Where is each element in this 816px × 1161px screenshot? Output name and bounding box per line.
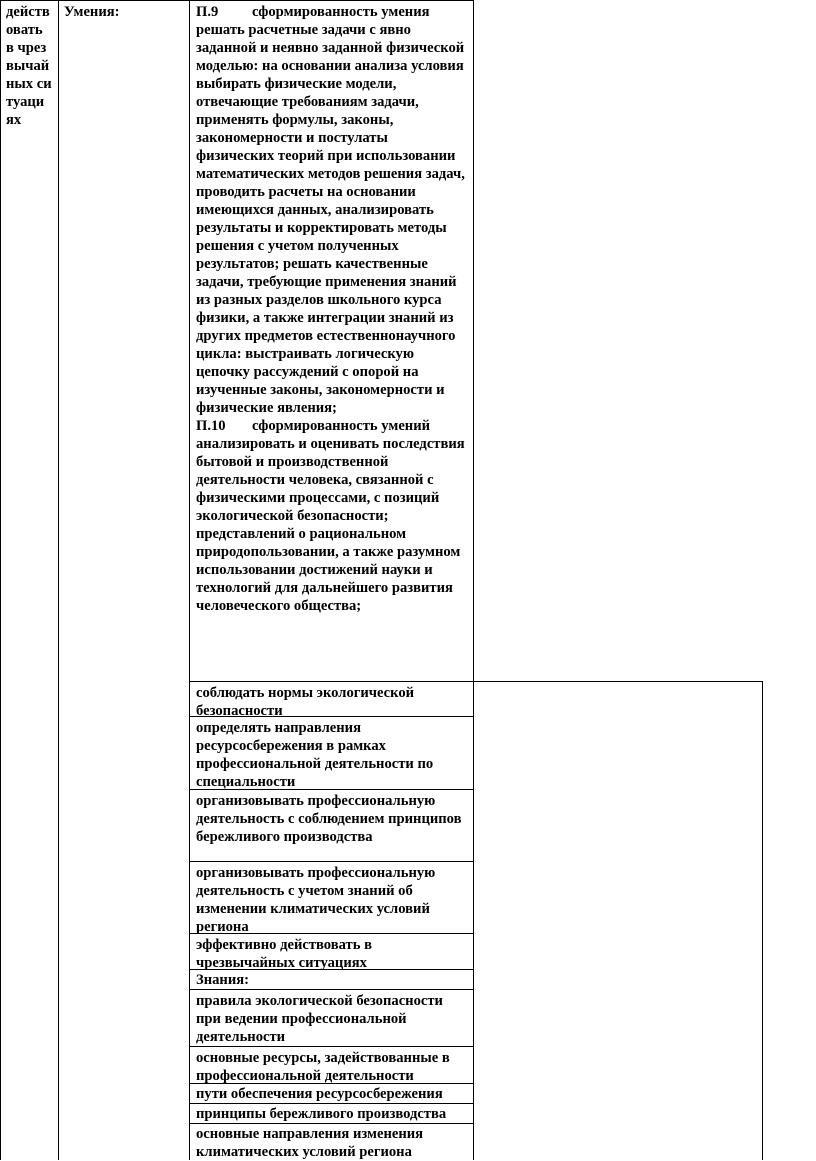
- lower-block-middle-divider: [473, 681, 474, 1160]
- outcome-code: П.9: [196, 4, 219, 20]
- competency-text: действовать в чрезвычайных ситуациях: [6, 4, 52, 128]
- skills-label: Умения:: [64, 4, 120, 20]
- physics-outcomes-cell: [196, 3, 468, 615]
- lower-block-right-border: [762, 681, 763, 1160]
- row-divider: [189, 1046, 474, 1047]
- skill-item: организовывать профессиональную деятельность с учетом знаний об изменении климатических условий региона: [196, 865, 436, 935]
- competency-cell: [6, 3, 52, 129]
- knowledge-item: принципы бережливого производства: [196, 1106, 447, 1122]
- table-left-border: [0, 0, 1, 1160]
- skill-item: соблюдать нормы экологической безопасности: [196, 685, 415, 719]
- outcome-code: П.10: [196, 418, 226, 434]
- outcome-text: сформированность умения решать расчетные задачи с явно заданной и неявно заданной физической моделью: на основании анализа условия выбирать физические модели, отвечающие требованиям задачи, применять формулы, законы, закономерности и постулаты физических теорий при использовании математических методов решения задач, проводить расчеты на основании имеющихся данных, анализировать результаты и корректировать методы решения с учетом полученных результатов; решать качественные задачи, требующие применения знаний из разных разделов школьного курса физики, а также интеграции знаний из других предметов естественнонаучного цикла: выстраивать логическую цепочку рассуждений с опорой на изученные законы, закономерности и физические явления;: [196, 4, 465, 416]
- row-divider: [189, 1123, 474, 1124]
- skill-item: эффективно действовать в чрезвычайных ситуациях: [196, 937, 372, 971]
- outcome-item: [196, 417, 468, 615]
- skill-item: определять направления ресурсосбережения в рамках профессиональной деятельности по специальности: [196, 720, 434, 790]
- row-divider: [189, 1103, 474, 1104]
- knowledge-item: основные ресурсы, задействованные в профессиональной деятельности: [196, 1050, 450, 1084]
- column-divider-2: [189, 0, 190, 1160]
- skills-label-cell: [64, 3, 184, 21]
- knowledge-item: пути обеспечения ресурсосбережения: [196, 1086, 443, 1102]
- knowledge-item: основные направления изменения климатических условий региона: [196, 1126, 424, 1160]
- row-divider: [189, 861, 474, 862]
- table-top-border: [0, 0, 474, 1]
- outcome-text: сформированность умений анализировать и оценивать последствия бытовой и производственной деятельности человека, связанной с физическими процессами, с позиций экологической безопасности; представлений о рациональном природопользовании, а также разумном использовании достижений науки и технологий для дальнейшего развития человеческого общества;: [196, 418, 465, 614]
- column-divider-1: [58, 0, 59, 1160]
- skill-item: организовывать профессиональную деятельность с соблюдением принципов бережливого производства: [196, 793, 462, 845]
- lower-block-top-border: [189, 681, 763, 682]
- column-divider-3: [473, 0, 474, 682]
- knowledge-label: Знания:: [196, 972, 249, 988]
- row-divider: [189, 989, 474, 990]
- knowledge-item: правила экологической безопасности при ведении профессиональной деятельности: [196, 993, 443, 1045]
- outcome-item: [196, 3, 468, 417]
